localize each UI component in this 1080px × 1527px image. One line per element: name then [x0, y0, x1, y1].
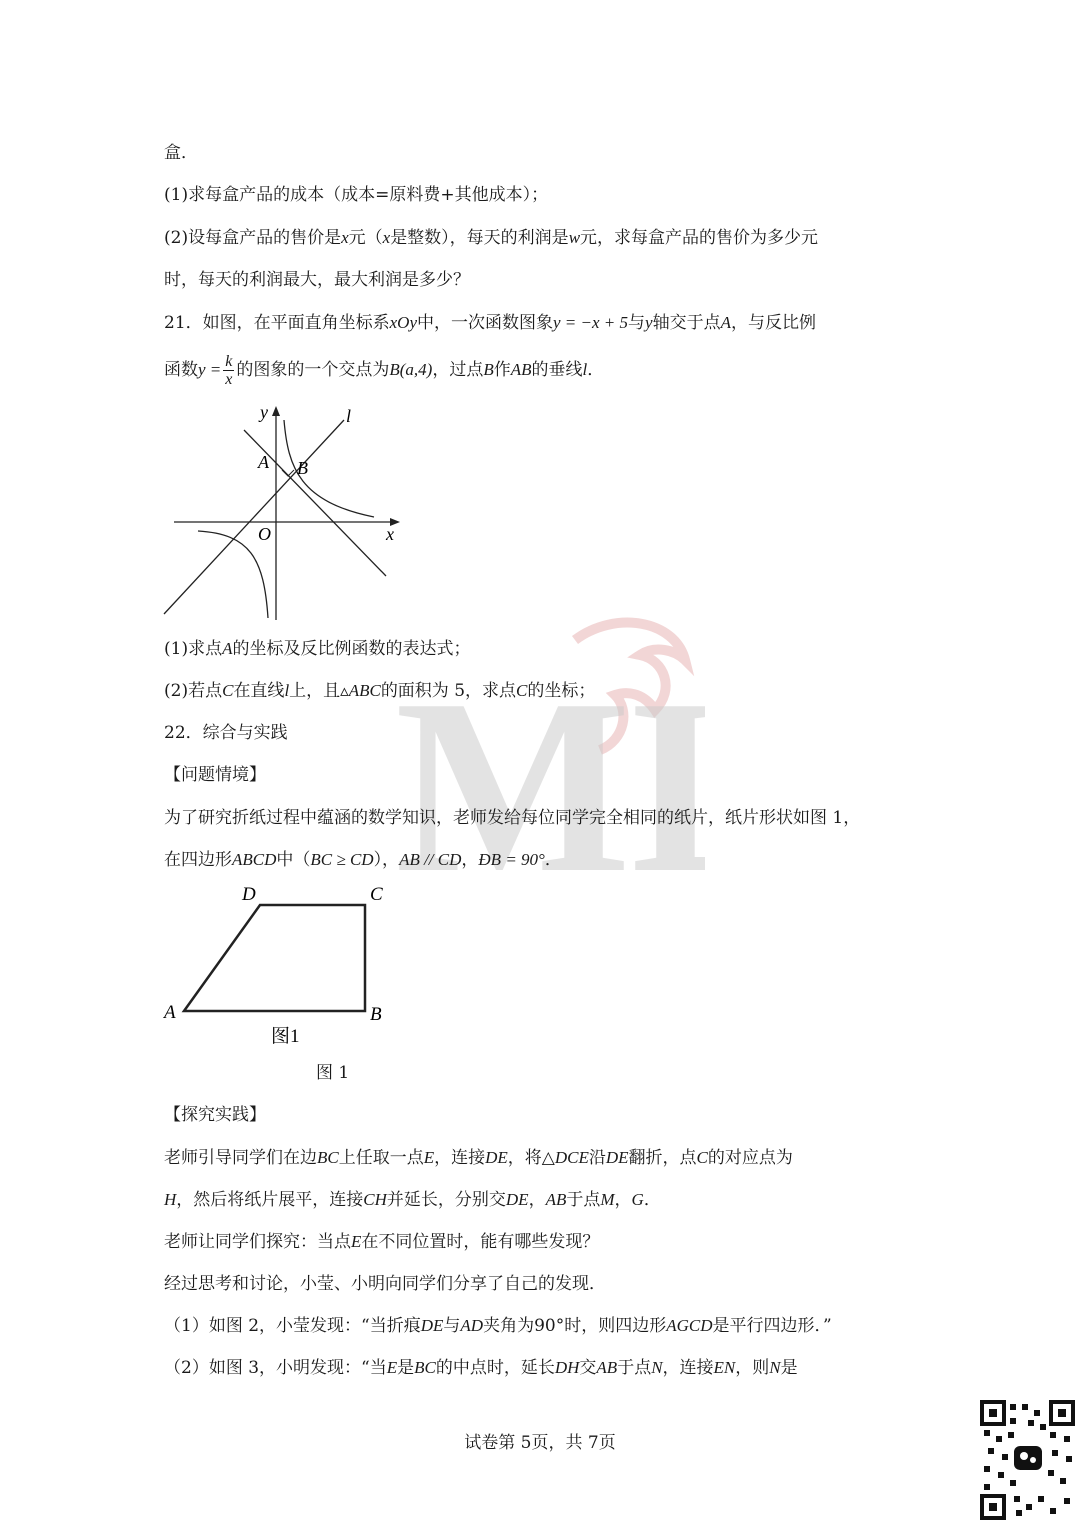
- section-heading: [164, 762, 266, 788]
- text: ，连接: [662, 1358, 714, 1378]
- text: 的对应点为: [707, 1148, 793, 1168]
- q21-part1: [164, 636, 470, 662]
- text: 经过思考和讨论，小莹、小明向同学们分享了自己的发现．: [164, 1274, 606, 1294]
- figure-1-trapezoid: [160, 878, 400, 1053]
- text: 老师引导同学们在边: [164, 1148, 317, 1168]
- text: 上，且: [289, 681, 341, 701]
- q20-part2: [164, 225, 818, 251]
- var: DH: [554, 1358, 580, 1377]
- text: (1)求点: [164, 639, 223, 659]
- denominator: x: [225, 371, 233, 388]
- var: BC: [317, 1148, 339, 1167]
- var: l: [284, 681, 290, 700]
- text: 22．综合与实践: [164, 723, 288, 743]
- page-number: 试卷第 5页，共 7页: [464, 1433, 616, 1453]
- text: ，然后将纸片展平，连接: [176, 1190, 364, 1210]
- text: 作: [493, 360, 511, 380]
- text: ，则: [735, 1358, 770, 1378]
- text: 【问题情境】: [164, 765, 266, 785]
- text: 夹角为90°时，则四边形: [483, 1316, 667, 1336]
- text: 交: [579, 1358, 597, 1378]
- text: (1)求每盒产品的成本（成本=原料费+其他成本）；: [164, 185, 549, 205]
- var: AB: [596, 1358, 618, 1377]
- text: 的垂线: [531, 360, 583, 380]
- text: 是: [780, 1358, 798, 1378]
- var: AGCD: [666, 1316, 713, 1335]
- text: 是: [397, 1358, 415, 1378]
- equation: AB // CD: [399, 850, 462, 869]
- text: 的坐标及反比例函数的表达式；: [232, 639, 471, 659]
- trapezoid-abcd: [184, 905, 365, 1011]
- text: 的中点时，延长: [435, 1358, 555, 1378]
- q22-para6: [164, 1271, 606, 1297]
- q21-part2: [164, 678, 595, 704]
- text: 在直线: [233, 681, 285, 701]
- text: 是平行四边形．”: [712, 1316, 832, 1336]
- q21-stem: [164, 310, 816, 336]
- line-l: [164, 420, 344, 614]
- text: 盒．: [164, 143, 198, 163]
- q22-para5: [164, 1229, 599, 1255]
- var: xOy: [389, 313, 418, 332]
- text: ．: [544, 850, 562, 870]
- var: BC: [414, 1358, 436, 1377]
- var: DE: [605, 1148, 629, 1167]
- var: y: [645, 313, 653, 332]
- text: 为了研究折纸过程中蕴涵的数学知识，老师发给每位同学完全相同的纸片，纸片形状如图 1，: [164, 808, 861, 828]
- q22-para3: [164, 1145, 793, 1171]
- label-A: A: [164, 1002, 176, 1023]
- var: M: [600, 1190, 615, 1209]
- q21-stem-cont: [164, 350, 604, 390]
- label-x: x: [386, 524, 394, 544]
- text: 老师让同学们探究：当点: [164, 1232, 351, 1252]
- text: （1）如图 2，小莹发现：“当折痕: [164, 1316, 421, 1336]
- text: ．: [587, 360, 605, 380]
- text: ，: [461, 850, 479, 870]
- text: 元，求每盒产品的售价为多少元: [580, 228, 819, 248]
- q22-para2: [164, 847, 562, 873]
- equation: ÐB = 90°: [478, 850, 545, 869]
- var: AB: [510, 360, 532, 379]
- var: x: [382, 228, 391, 247]
- text: 沿: [588, 1148, 606, 1168]
- text: (2)若点: [164, 681, 223, 701]
- text: 函数: [164, 360, 198, 380]
- equation: BC ≥ CD: [310, 850, 374, 869]
- var: A: [720, 313, 731, 332]
- label-B: B: [370, 1004, 382, 1025]
- text: ，将: [507, 1148, 542, 1168]
- var: l: [582, 360, 588, 379]
- label-C: C: [370, 884, 383, 905]
- text: ，: [614, 1190, 632, 1210]
- var: △DCE: [541, 1148, 589, 1167]
- text: 中（: [276, 850, 311, 870]
- var: N: [651, 1358, 663, 1377]
- numerator: k: [225, 353, 233, 370]
- y-axis-arrow: [272, 406, 280, 416]
- qr-code-icon: [980, 1400, 1075, 1520]
- q22-para4: [164, 1187, 661, 1213]
- q20-part2-cont: [164, 267, 470, 293]
- text: ，: [528, 1190, 546, 1210]
- hyperbola-branch-2: [198, 531, 268, 618]
- var: AB: [545, 1190, 567, 1209]
- equation: y =: [198, 360, 222, 379]
- text: ），: [373, 850, 400, 870]
- page-footer: [0, 1428, 1080, 1453]
- text: 的图象的一个交点为: [236, 360, 390, 380]
- watermark-text: M: [395, 648, 631, 900]
- text: 与: [628, 313, 646, 333]
- label-B: B: [297, 458, 308, 478]
- text: 的坐标；: [527, 681, 596, 701]
- text: 在四边形: [164, 850, 232, 870]
- var: N: [769, 1358, 781, 1377]
- var: DE: [420, 1316, 444, 1335]
- var: w: [568, 228, 581, 247]
- section-heading: [164, 1102, 266, 1128]
- text: 是整数），每天的利润是: [390, 228, 569, 248]
- text: ，连接: [434, 1148, 486, 1168]
- text-line: [164, 140, 198, 166]
- var: G: [631, 1190, 644, 1209]
- q22-para7: [164, 1313, 832, 1339]
- var: EN: [713, 1358, 736, 1377]
- var: H: [164, 1190, 177, 1209]
- text: (2)设每盒产品的售价是: [164, 228, 342, 248]
- text: 时，每天的利润最大，最大利润是多少？: [164, 270, 470, 290]
- var: E: [351, 1232, 362, 1251]
- q22-para8: [164, 1355, 798, 1381]
- coordinate-graph: [160, 398, 410, 628]
- label-A: A: [258, 452, 269, 472]
- text: 图 1: [316, 1063, 350, 1083]
- var: AD: [460, 1316, 484, 1335]
- q22-title: [164, 720, 288, 746]
- var: C: [516, 681, 528, 700]
- fraction-k-over-x: [223, 353, 234, 388]
- text: 【探究实践】: [164, 1105, 266, 1125]
- point-B: B(a,4): [389, 360, 433, 379]
- text: 元（: [348, 228, 383, 248]
- var: ABCD: [232, 850, 277, 869]
- var: DE: [485, 1148, 508, 1167]
- text: 于点: [566, 1190, 601, 1210]
- label-O: O: [258, 524, 271, 544]
- text: 中，一次函数图象: [417, 313, 554, 333]
- label-l: l: [346, 406, 352, 426]
- figure-1-caption: [316, 1060, 349, 1086]
- label-D: D: [242, 884, 256, 905]
- text: ，过点: [432, 360, 484, 380]
- var: E: [386, 1358, 398, 1377]
- text: 于点: [617, 1358, 652, 1378]
- var: DE: [505, 1190, 529, 1209]
- text: 与: [443, 1316, 461, 1336]
- var: ▵ABC: [340, 681, 381, 700]
- var: x: [341, 228, 349, 247]
- q22-para1: [164, 805, 860, 831]
- text: （2）如图 3，小明发现：“当: [164, 1358, 387, 1378]
- text: 并延长，分别交: [386, 1190, 506, 1210]
- var: A: [222, 639, 233, 658]
- text: 的面积为 5，求点: [380, 681, 517, 701]
- var: C: [696, 1148, 708, 1167]
- var: CH: [363, 1190, 387, 1209]
- text: ，与反比例: [730, 313, 816, 333]
- q20-part1: [164, 182, 548, 208]
- equation: y = −x + 5: [553, 313, 629, 332]
- text: 21．如图，在平面直角坐标系: [164, 313, 390, 333]
- text: ．: [643, 1190, 661, 1210]
- text: 轴交于点: [652, 313, 721, 333]
- figure-inner-caption: 图1: [271, 1026, 300, 1047]
- text: 上任取一点: [338, 1148, 424, 1168]
- text: 翻折，点: [628, 1148, 697, 1168]
- var: B: [483, 360, 494, 379]
- var: E: [423, 1148, 435, 1167]
- var: C: [222, 681, 234, 700]
- text: 在不同位置时，能有哪些发现？: [361, 1232, 600, 1252]
- label-y: y: [260, 402, 268, 422]
